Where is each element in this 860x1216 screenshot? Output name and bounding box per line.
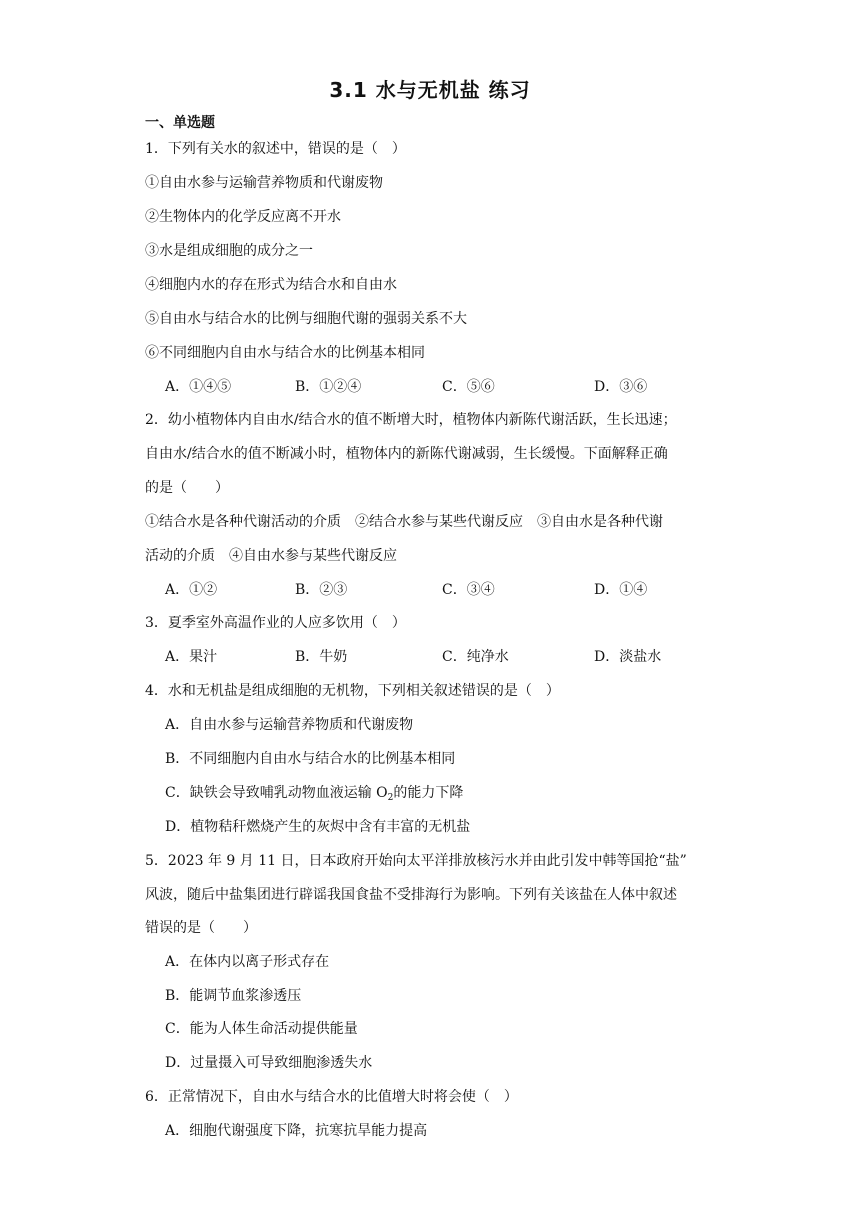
q1-item: ①自由水参与运输营养物质和代谢废物 — [145, 175, 383, 191]
q1-item: ⑥不同细胞内自由水与结合水的比例基本相同 — [145, 345, 425, 361]
q2-option-d[interactable]: D．①④ — [594, 582, 648, 598]
q1-option-a[interactable]: A．①④⑤ — [165, 379, 232, 395]
q5-option-b[interactable]: B．能调节血浆渗透压 — [165, 988, 302, 1004]
page-title: 3.1 水与无机盐 练习 — [329, 78, 531, 102]
q2-line: 的是（ ） — [145, 480, 229, 496]
q1-item: ③水是组成细胞的成分之一 — [145, 243, 313, 259]
q4-option-c[interactable] — [165, 783, 463, 808]
q2-line: 自由水/结合水的值不断减小时，植物体内的新陈代谢减弱，生长缓慢。下面解释正确 — [145, 446, 668, 462]
q1-item: ⑤自由水与结合水的比例与细胞代谢的强弱关系不大 — [145, 311, 467, 327]
q3-option-c[interactable]: C．纯净水 — [442, 649, 509, 665]
q2-option-b[interactable]: B．②③ — [295, 582, 348, 598]
q5-line: 风波，随后中盐集团进行辟谣我国食盐不受排海行为影响。下列有关该盐在人体中叙述 — [145, 887, 677, 903]
q1-option-c[interactable]: C．⑤⑥ — [442, 379, 495, 395]
q2-option-a[interactable]: A．①② — [165, 582, 218, 598]
q1-option-d[interactable]: D．③⑥ — [594, 379, 648, 395]
q1-item: ②生物体内的化学反应离不开水 — [145, 209, 341, 225]
q4-option-d[interactable]: D．植物秸秆燃烧产生的灰烬中含有丰富的无机盐 — [165, 819, 471, 835]
q2-line: 2．幼小植物体内自由水/结合水的值不断增大时，植物体内新陈代谢活跃，生长迅速； — [145, 412, 677, 428]
q4-option-a[interactable]: A．自由水参与运输营养物质和代谢废物 — [165, 717, 414, 733]
q4-option-c-tail: 的能力下降 — [393, 785, 464, 801]
q5-option-a[interactable]: A．在体内以离子形式存在 — [165, 954, 330, 970]
q1-stem: 1．下列有关水的叙述中，错误的是（ ） — [145, 141, 406, 157]
q4-option-c-subscript: 2 — [387, 793, 394, 803]
q1-option-b[interactable]: B．①②④ — [295, 379, 362, 395]
q4-option-c-text: C．缺铁会导致哺乳动物血液运输 O — [165, 785, 388, 801]
q2-line: 活动的介质 ④自由水参与某些代谢反应 — [145, 548, 397, 564]
q2-option-c[interactable]: C．③④ — [442, 582, 495, 598]
q5-option-d[interactable]: D．过量摄入可导致细胞渗透失水 — [165, 1055, 373, 1071]
q3-option-a[interactable]: A．果汁 — [165, 649, 218, 665]
q6-option-a[interactable]: A．细胞代谢强度下降，抗寒抗旱能力提高 — [165, 1123, 428, 1139]
q2-line: ①结合水是各种代谢活动的介质 ②结合水参与某些代谢反应 ③自由水是各种代谢 — [145, 514, 663, 530]
q6-stem: 6．正常情况下，自由水与结合水的比值增大时将会使（ ） — [145, 1089, 518, 1105]
q3-option-b[interactable]: B．牛奶 — [295, 649, 348, 665]
q5-option-c[interactable]: C．能为人体生命活动提供能量 — [165, 1021, 358, 1037]
q5-line: 错误的是（ ） — [145, 920, 257, 936]
q4-option-b[interactable]: B．不同细胞内自由水与结合水的比例基本相同 — [165, 751, 456, 767]
q5-line: 5．2023 年 9 月 11 日，日本政府开始向太平洋排放核污水并由此引发中韩等国抢“盐” — [145, 853, 687, 869]
section-heading: 一、单选题 — [145, 115, 215, 131]
q3-option-d[interactable]: D．淡盐水 — [594, 649, 662, 665]
q3-stem: 3．夏季室外高温作业的人应多饮用（ ） — [145, 615, 406, 631]
q1-item: ④细胞内水的存在形式为结合水和自由水 — [145, 277, 397, 293]
q4-stem: 4．水和无机盐是组成细胞的无机物，下列相关叙述错误的是（ ） — [145, 683, 560, 699]
